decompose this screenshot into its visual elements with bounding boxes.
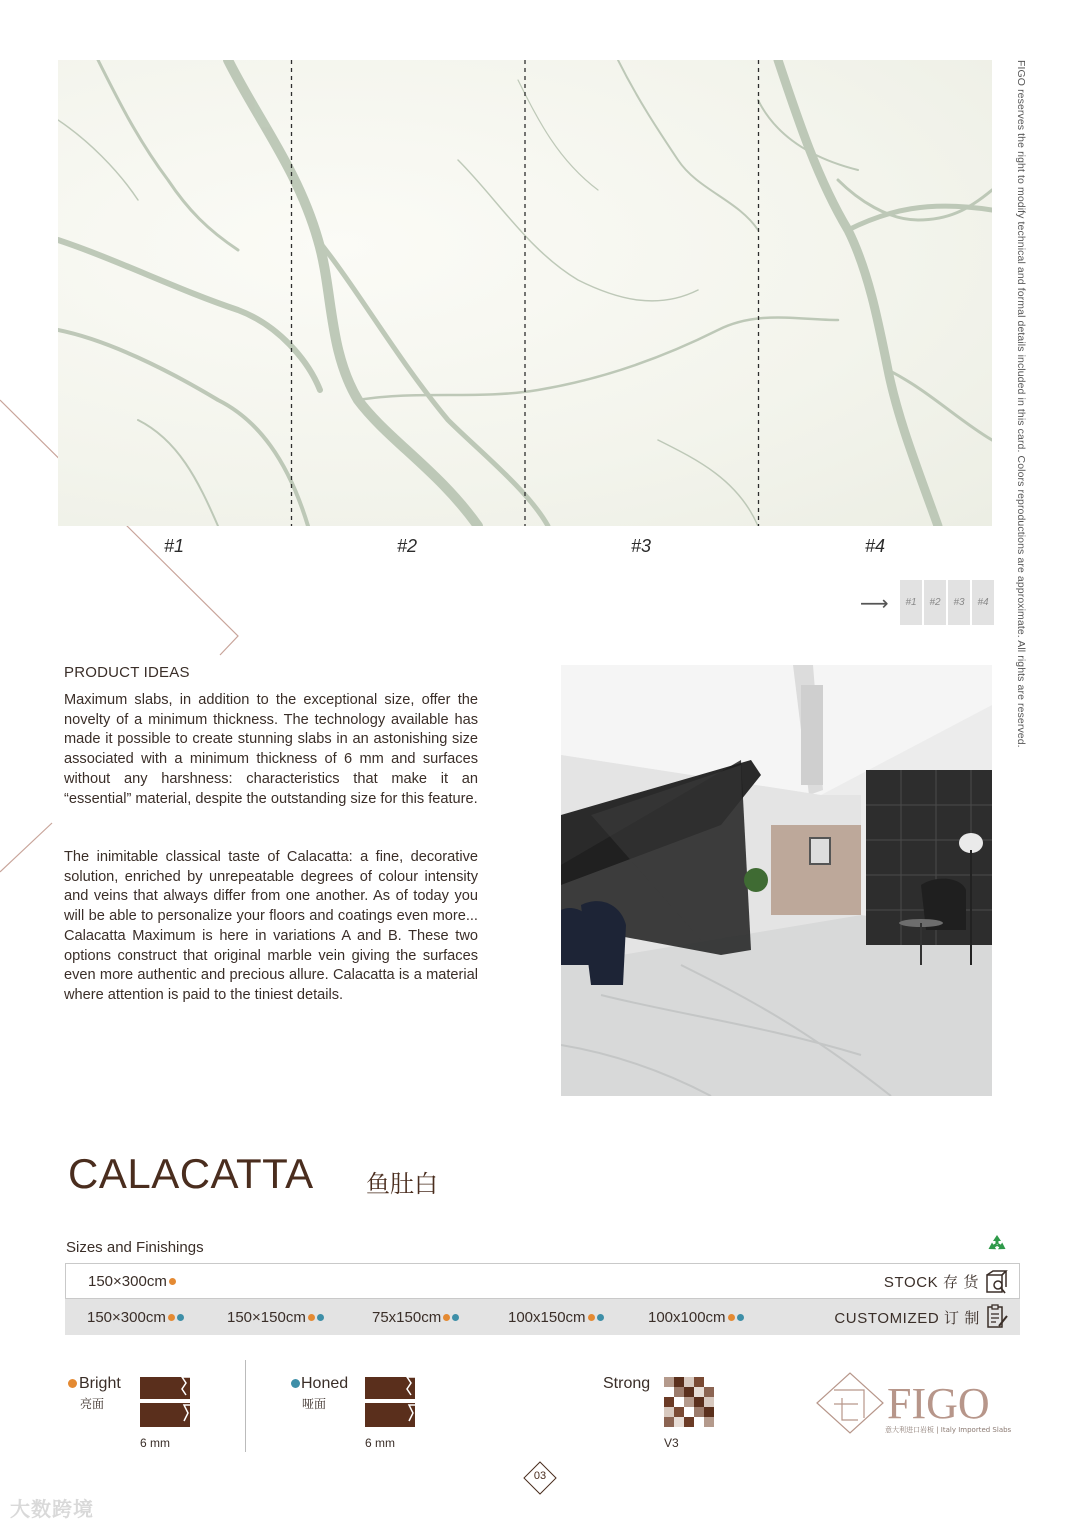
bright-dot xyxy=(728,1314,735,1321)
honed-dot xyxy=(737,1314,744,1321)
stock-size-item xyxy=(88,1273,176,1290)
honed-dot xyxy=(452,1314,459,1321)
custom-size-item-4 xyxy=(508,1309,604,1326)
custom-size-item-2 xyxy=(227,1309,324,1326)
honed-slab-icon xyxy=(365,1377,415,1427)
order-form-icon xyxy=(986,1304,1010,1330)
bright-dot xyxy=(443,1314,450,1321)
bright-dot xyxy=(68,1379,77,1388)
page-number: 03 xyxy=(533,1470,547,1482)
product-name: CALACATTA xyxy=(68,1150,314,1197)
custom-size-item-3 xyxy=(372,1309,459,1326)
finish-divider xyxy=(245,1360,246,1452)
logo-text: FIGO xyxy=(887,1379,990,1428)
honed-thickness: 6 mm xyxy=(365,1436,395,1450)
bright-finish-name: Bright xyxy=(79,1375,121,1392)
sizes-title: Sizes and Finishings xyxy=(66,1239,204,1256)
mini-box-4: #4 xyxy=(972,580,994,625)
product-ideas-paragraph-1: Maximum slabs, in addition to the exceptional size, offer the novelty of a minimum thickness. The technology available has made it possible to create stunning slabs in an astonishing size associated with a minimum thickness of 6 mm and surfaces without any harshness: characteristics that make it an “essential” material, despite the outstanding size for this feature. xyxy=(64,692,478,807)
size-label: 100x100cm xyxy=(648,1308,726,1326)
honed-finish-name: Honed xyxy=(301,1375,349,1392)
recycle-icon xyxy=(985,1232,1009,1256)
variation-pattern-icon xyxy=(664,1377,714,1427)
customized-label: CUSTOMIZED 订 制 xyxy=(834,1309,980,1327)
strong-variation-name: Strong xyxy=(603,1375,651,1392)
size-label: 150×300cm xyxy=(87,1308,166,1326)
honed-dot xyxy=(291,1379,300,1388)
honed-finish-cn: 哑面 xyxy=(302,1397,327,1411)
stock-row xyxy=(65,1263,1020,1299)
bright-dot xyxy=(588,1314,595,1321)
bright-thickness: 6 mm xyxy=(140,1436,170,1450)
slab-label-3: #3 xyxy=(630,536,652,556)
customized-row xyxy=(65,1299,1020,1335)
variation-code: V3 xyxy=(664,1436,679,1450)
bright-dot xyxy=(308,1314,315,1321)
slab-label-1: #1 xyxy=(163,536,185,556)
honed-dot xyxy=(597,1314,604,1321)
mini-box-3: #3 xyxy=(948,580,970,625)
stock-label: STOCK 存 货 xyxy=(883,1273,979,1291)
arrow-right-icon: ⟶ xyxy=(860,593,889,615)
bright-dot xyxy=(168,1314,175,1321)
honed-dot xyxy=(317,1314,324,1321)
stock-box-icon xyxy=(985,1269,1009,1295)
logo-subtitle: 意大利进口岩板 | Italy Imported Slabs xyxy=(885,1426,1012,1434)
interior-photo xyxy=(561,665,992,1096)
mini-box-1: #1 xyxy=(900,580,922,625)
marble-slab-image xyxy=(58,60,992,526)
product-ideas-paragraph-2: The inimitable classical taste of Calacatta: a fine, decorative solution, enriched by unrepeatable degrees of colour intensity and veins that always differ from one another. As of today you will be able to personalize your floors and coatings even more... Calacatta Maximum is here in variations A and B. These two options construct that original marble vein giving the surfaces even more authentic and precious allure. Calacatta is a material where attention is paid to the tiniest details. xyxy=(64,849,478,1003)
product-name-cn: 鱼肚白 xyxy=(366,1170,438,1198)
size-label: 150×300cm xyxy=(88,1272,167,1290)
product-ideas-title: PRODUCT IDEAS xyxy=(64,664,190,681)
watermark: 大数跨境 xyxy=(10,1497,94,1521)
honed-dot xyxy=(177,1314,184,1321)
bright-slab-icon xyxy=(140,1377,190,1427)
mini-box-2: #2 xyxy=(924,580,946,625)
custom-size-item-1 xyxy=(87,1309,184,1326)
slab-layout-thumbnail xyxy=(900,580,994,625)
size-label: 75x150cm xyxy=(372,1308,442,1326)
custom-size-item-5 xyxy=(648,1309,744,1326)
bright-finish-cn: 亮面 xyxy=(80,1397,105,1411)
slab-label-4: #4 xyxy=(864,536,886,556)
bright-dot xyxy=(169,1278,176,1285)
copyright-side-note: FIGO reserves the right to modify technical and formal details included in this card. Colors reproductions are approximate. All rights are reserved. xyxy=(1015,60,1027,748)
slab-label-2: #2 xyxy=(396,536,418,556)
size-label: 150×150cm xyxy=(227,1308,306,1326)
size-label: 100x150cm xyxy=(508,1308,586,1326)
